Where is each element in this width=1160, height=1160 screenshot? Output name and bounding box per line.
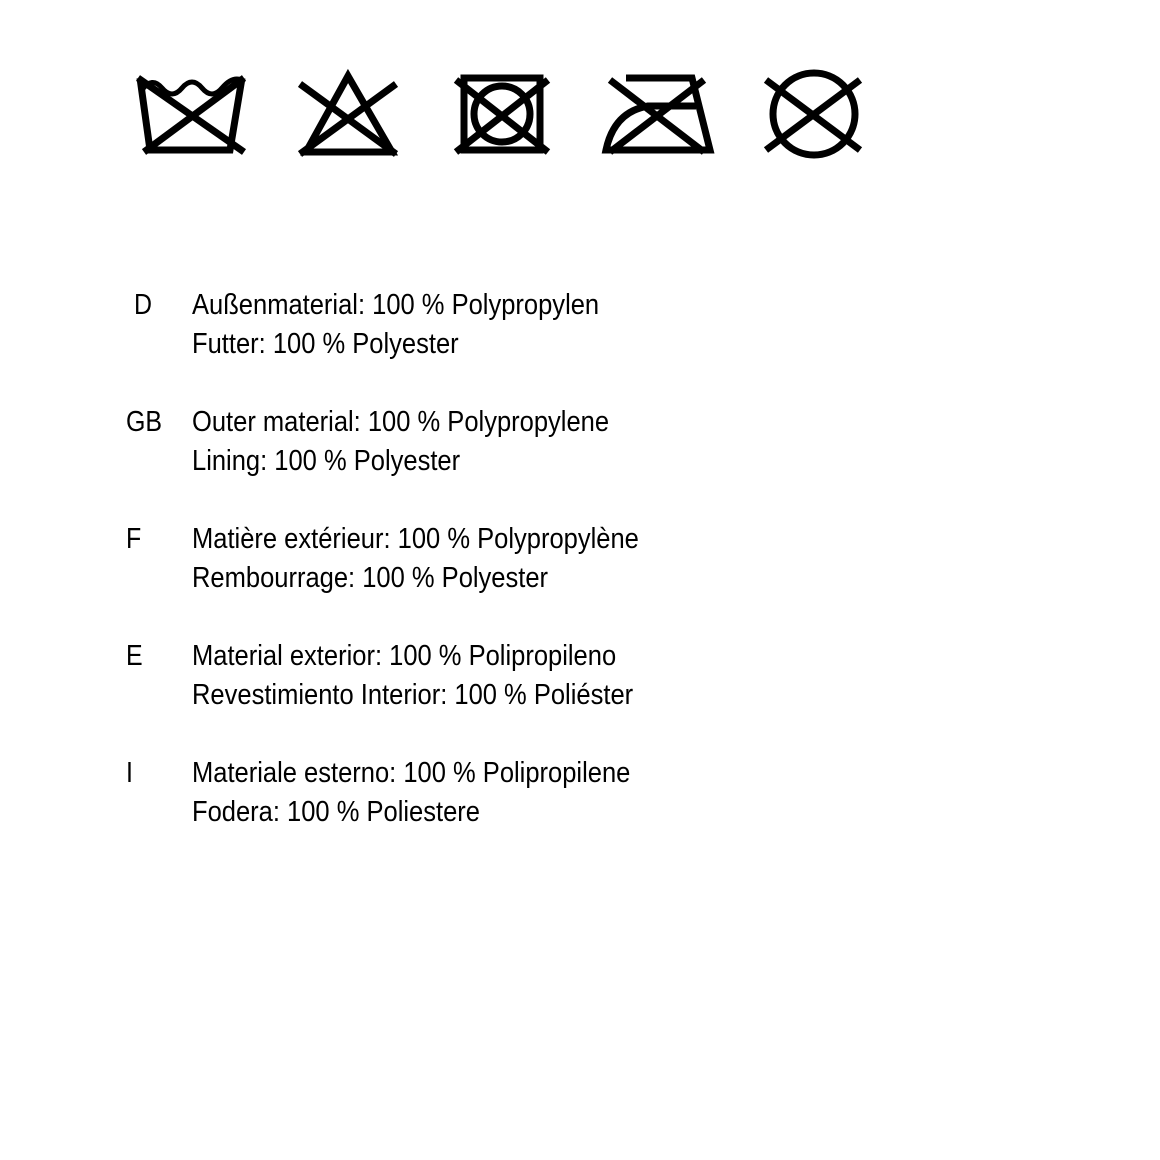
composition-lines [192,520,639,598]
composition-lines [192,754,630,832]
language-code: E [126,640,143,672]
do-not-wash-icon [130,66,254,158]
composition-block-de [122,280,822,397]
outer-material-line: Material exterior: 100 % Polipropileno [192,640,617,672]
composition-lines [192,637,633,715]
lining-line: Lining: 100 % Polyester [192,445,461,477]
outer-material-line: Matière extérieur: 100 % Polypropylène [192,523,639,555]
language-code: I [126,757,133,789]
outer-material-line: Außenmaterial: 100 % Polypropylen [192,289,600,321]
language-code: GB [126,406,163,438]
do-not-bleach-icon [296,66,400,158]
composition-block-i [122,748,822,865]
language-code: F [126,523,142,555]
fabric-composition-list [122,280,822,865]
lining-line: Futter: 100 % Polyester [192,328,459,360]
do-not-dry-clean-icon [760,66,864,158]
do-not-iron-icon [600,66,720,158]
composition-block-e [122,631,822,748]
composition-lines [192,403,609,481]
composition-block-gb [122,397,822,514]
composition-block-f [122,514,822,631]
lining-line: Fodera: 100 % Poliestere [192,796,480,828]
lining-line: Rembourrage: 100 % Polyester [192,562,549,594]
outer-material-line: Outer material: 100 % Polypropylene [192,406,610,438]
composition-lines [192,286,599,364]
outer-material-line: Materiale esterno: 100 % Polipropilene [192,757,631,789]
lining-line: Revestimiento Interior: 100 % Poliéster [192,679,634,711]
do-not-tumble-dry-icon [450,66,554,158]
language-code: D [134,289,153,321]
care-symbols-row [130,66,870,166]
